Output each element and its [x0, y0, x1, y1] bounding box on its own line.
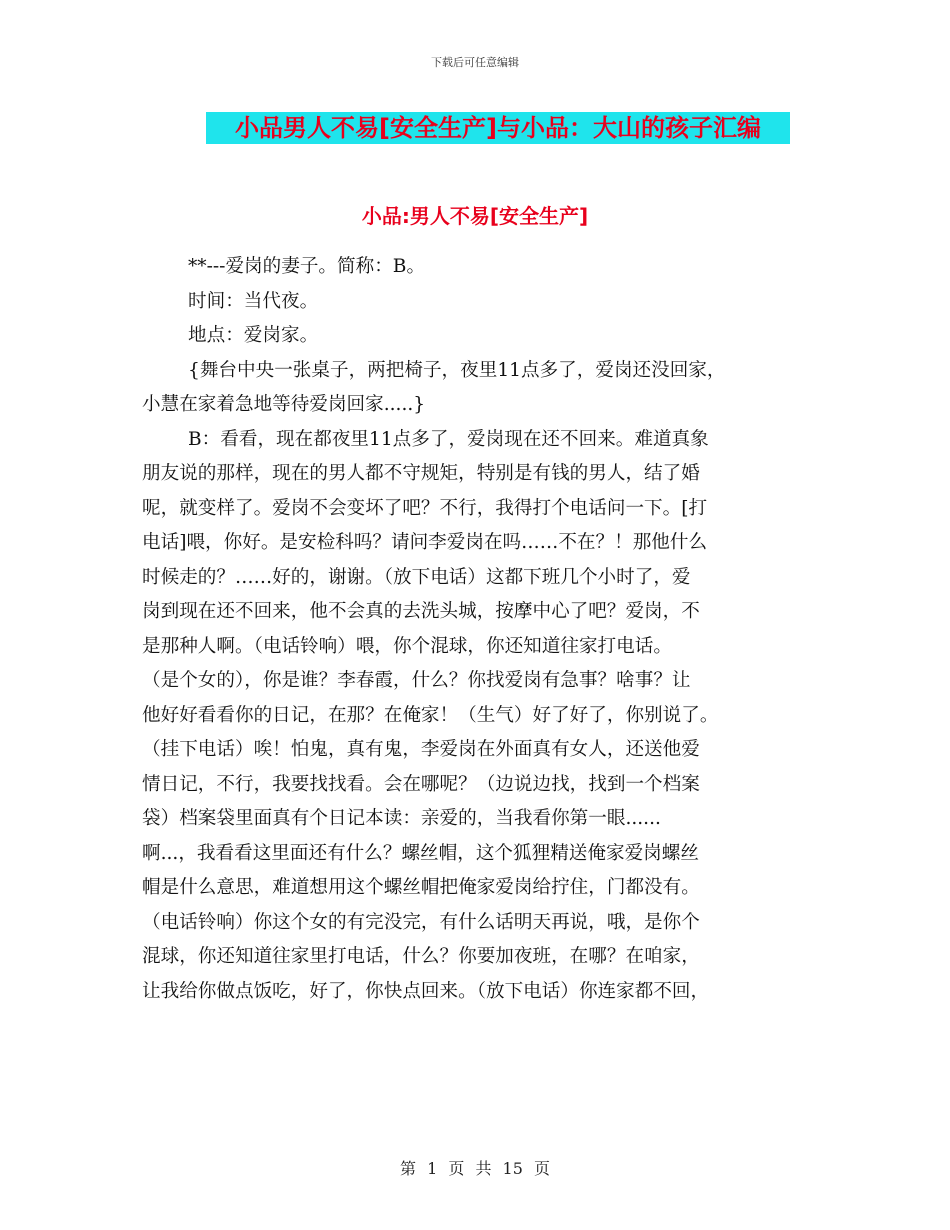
- paragraph-line: {舞台中央一张桌子，两把椅子，夜里11点多了，爱岗还没回家，: [188, 359, 726, 381]
- paragraph-line: 朋友说的那样，现在的男人都不守规矩，特别是有钱的男人，结了婚: [142, 463, 700, 484]
- paragraph-line: 情日记，不行，我要找找看。会在哪呢？（边说边找，找到一个档案: [142, 773, 700, 795]
- body-text: [142, 250, 810, 1009]
- paragraph-line: 呢，就变样了。爱岗不会变坏了吧？不行，我得打个电话问一下。[打: [142, 497, 708, 519]
- page-footer: 第 1 页 共 15 页: [400, 1159, 550, 1178]
- paragraph-line: 时候走的？……好的，谢谢。（放下电话）这都下班几个小时了，爱: [142, 566, 691, 588]
- paragraph-line: 混球，你还知道往家里打电话，什么？你要加夜班，在哪？在咱家，: [142, 946, 700, 967]
- paragraph-line: 岗到现在还不回来，他不会真的去洗头城，按摩中心了吧？爱岗，不: [142, 601, 700, 622]
- paragraph-line: 小慧在家着急地等待爱岗回家.....}: [142, 394, 426, 415]
- paragraph-line: 是那种人啊。（电话铃响）喂，你个混球，你还知道往家打电话。: [142, 635, 672, 657]
- paragraph-line: **---爱岗的妻子。简称：B。: [188, 256, 426, 277]
- section-title: 小品:男人不易[安全生产]: [361, 204, 589, 228]
- main-title: 小品男人不易[安全生产]与小品：大山的孩子汇编: [206, 112, 790, 144]
- paragraph-line: 帽是什么意思，难道想用这个螺丝帽把俺家爱岗给拧住，门都没有。: [142, 877, 700, 898]
- paragraph-line: 他好好看看你的日记，在那？在俺家！（生气）好了好了，你别说了。: [142, 704, 719, 726]
- paragraph-line: （挂下电话）唉！怕鬼，真有鬼，李爱岗在外面真有女人，还送他爱: [142, 739, 700, 760]
- paragraph-line: （电话铃响）你这个女的有完没完，有什么话明天再说，哦，是你个: [142, 911, 700, 933]
- paragraph-line: 电话]喂，你好。是安检科吗？请问李爱岗在吗……不在？！那他什么: [142, 532, 708, 553]
- paragraph-line: （是个女的），你是谁？李春霞，什么？你找爱岗有急事？啥事？让: [142, 670, 691, 691]
- paragraph-line: 啊...，我看看这里面还有什么？螺丝帽，这个狐狸精送俺家爱岗螺丝: [142, 842, 699, 864]
- header-note: 下载后可任意编辑: [431, 56, 519, 69]
- paragraph-line: 时间：当代夜。: [188, 290, 319, 312]
- paragraph-line: B：看看，现在都夜里11点多了，爱岗现在还不回来。难道真象: [188, 428, 709, 450]
- paragraph-line: 让我给你做点饭吃，好了，你快点回来。（放下电话）你连家都不回，: [142, 980, 710, 1002]
- paragraph-line: 地点：爱岗家。: [188, 325, 319, 346]
- paragraph-line: 袋）档案袋里面真有个日记本读：亲爱的，当我看你第一眼......: [142, 808, 661, 829]
